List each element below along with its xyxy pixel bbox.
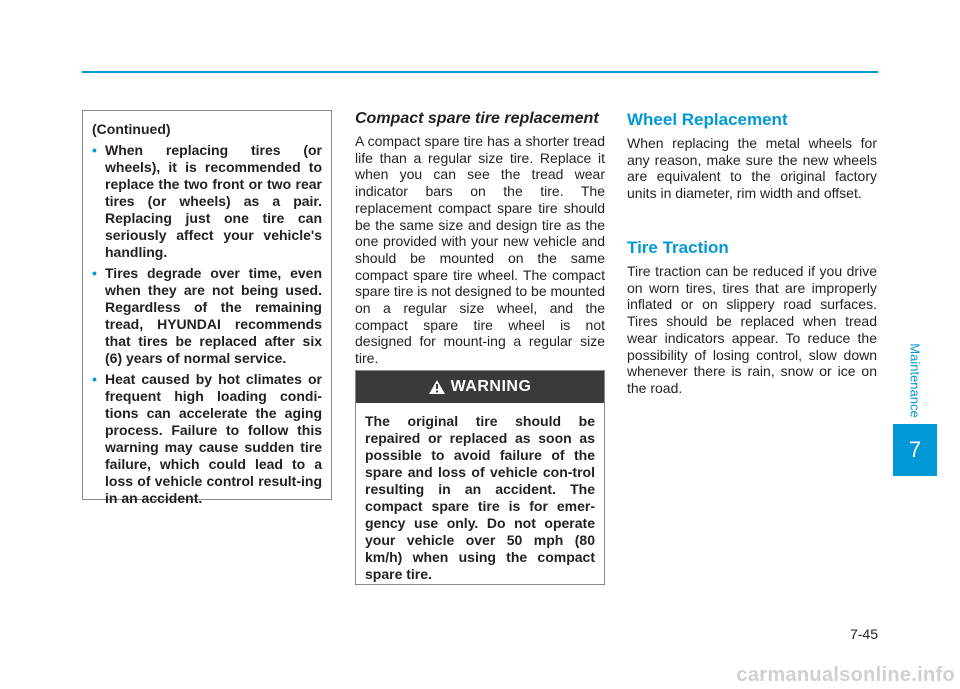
wheel-replacement-text: When replacing the metal wheels for any reason, make sure the new wheels are equivalent to the original factory units in diameter, rim width and offset. [627,135,877,202]
caution-bullet-item: • Tires degrade over time, even when they are not being used. Regardless of the remaining tread, HYUNDAI recommends that tires be replaced after six (6) years of normal service. [92,265,322,366]
caution-bullet-item: • When replacing tires (or wheels), it is recommended to replace the two front or two rear tires (or wheels) as a pair. Replacing just one tire can seriously affect your vehicle's handling. [92,142,322,260]
tire-traction-heading: Tire Traction [627,238,729,257]
warning-text: The original tire should be repaired or replaced as soon as possible to avoid failure of the spare and loss of vehicle con-trol resulting in an accident. The compact spare tire is for emer-gency use only. Do not operate your vehicle over 50 mph (80 km/h) when using the compact spare tire. [365,413,595,582]
top-divider [82,71,878,73]
bullet-icon: • [92,371,97,387]
warning-header [356,371,604,403]
compact-spare-heading: Compact spare tire replacement [355,110,599,127]
chapter-number-tab: 7 [893,424,937,476]
warning-triangle-icon [429,380,445,394]
caution-bullet-list [92,142,322,507]
wheel-replacement-heading: Wheel Replacement [627,110,788,129]
warning-box [355,370,605,585]
section-tab-label: Maintenance [907,342,923,418]
watermark: carmanualsonline.info [736,664,955,686]
tire-traction-text: Tire traction can be reduced if you drive on worn tires, tires that are improperly inflated or on slippery road surfaces. Tires should be replaced when tread wear indicators appear. To reduce the possibility of losing control, slow down whenever there is rain, snow or ice on the road. [627,263,877,396]
bullet-icon: • [92,142,97,158]
bullet-icon: • [92,265,97,281]
compact-spare-text: A compact spare tire has a shorter tread life than a regular size tire. Replace it when you can see the tread wear indicator bars on the tire. The replacement compact spare tire should be the same size and design tire as the one provided with your new vehicle and should be mounted on the same compact spare tire wheel. The compact spare tire is not designed to be mounted on a regular size wheel, and the compact spare tire wheel is not designed for mount-ing a regular size tire. [355,133,605,367]
continued-label: (Continued) [92,121,171,137]
warning-label: WARNING [450,378,532,395]
page-number: 7-45 [849,626,878,642]
continued-caution-box [82,110,332,506]
caution-bullet-item: • Heat caused by hot climates or frequent high loading condi-tions can accelerate the aging process. Failure to follow this warning may cause sudden tire failure, which could lead to a loss of vehicle control result-ing in an accident. [92,371,322,506]
